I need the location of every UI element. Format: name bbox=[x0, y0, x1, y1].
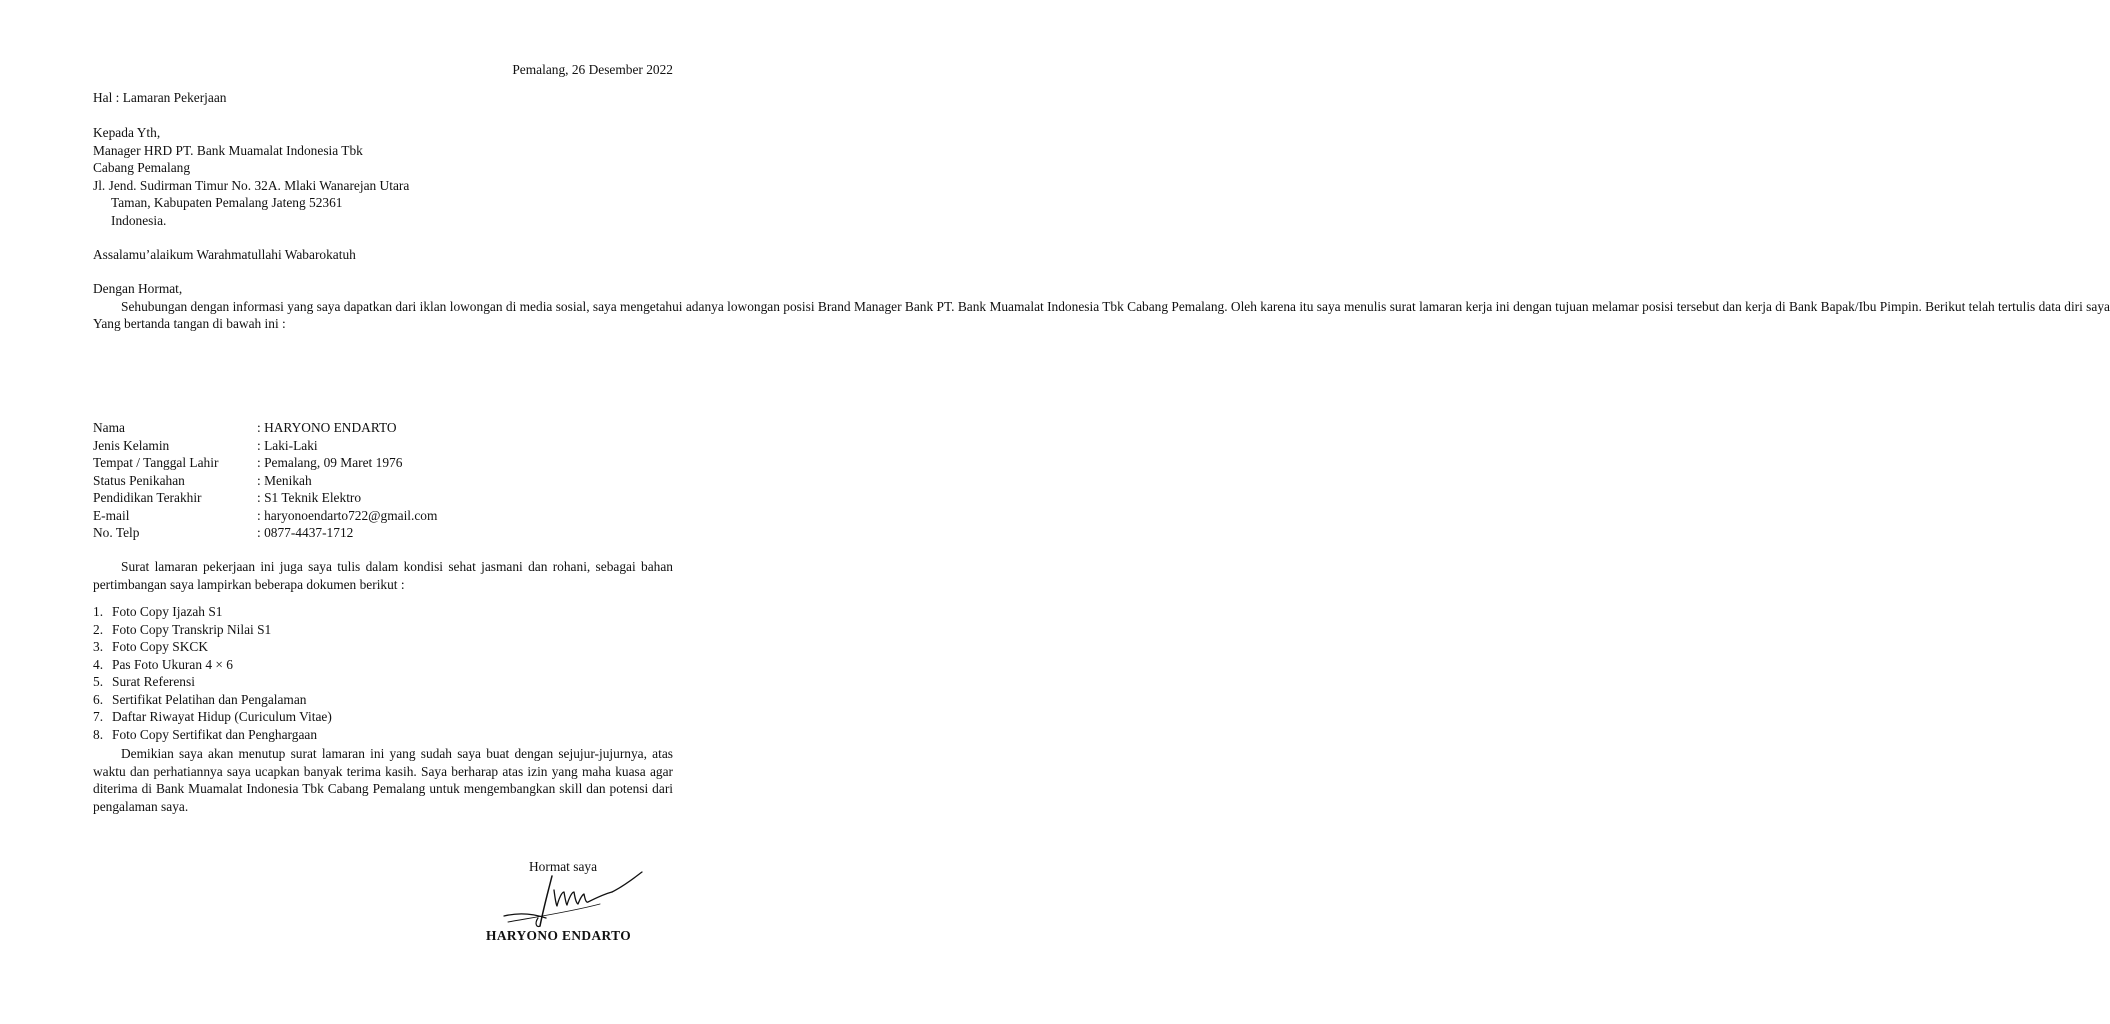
data-label: Pendidikan Terakhir bbox=[93, 490, 202, 505]
list-text: Pas Foto Ukuran 4 × 6 bbox=[112, 656, 233, 672]
body-intro bbox=[93, 280, 2110, 333]
data-label: Jenis Kelamin bbox=[93, 437, 170, 453]
list-item bbox=[93, 603, 673, 621]
list-text: Foto Copy Ijazah S1 bbox=[112, 604, 223, 619]
personal-data-table bbox=[93, 419, 673, 542]
list-number: 6. bbox=[93, 691, 104, 707]
data-label: Tempat / Tanggal Lahir bbox=[93, 455, 219, 470]
paragraph-closing: Demikian saya akan menutup surat lamaran ini yang sudah saya buat dengan sejujur-jujurnya, atas waktu dan perhatiannya saya ucapkan banyak terima kasih. Saya berharap atas izin yang maha kuasa agar diterima di Bank Muamalat Indonesia Tbk Cabang Pemalang untuk mengembangkan skill dan potensi dari pengalaman saya. bbox=[93, 746, 673, 814]
data-row bbox=[93, 437, 673, 455]
list-item bbox=[93, 726, 673, 744]
signature-image bbox=[500, 868, 660, 928]
data-row bbox=[93, 524, 673, 542]
list-item bbox=[93, 691, 673, 709]
data-value: : Pemalang, 09 Maret 1976 bbox=[257, 455, 403, 470]
letter-date: Pemalang, 26 Desember 2022 bbox=[512, 62, 673, 77]
list-text: Foto Copy Sertifikat dan Penghargaan bbox=[112, 726, 318, 742]
list-item bbox=[93, 673, 673, 691]
data-row bbox=[93, 472, 673, 490]
paragraph-intro: Sehubungan dengan informasi yang saya dapatkan dari iklan lowongan di media sosial, saya mengetahui adanya lowongan posisi Brand Manager Bank PT. Bank Muamalat Indonesia Tbk Cabang Pemalang. Oleh karena itu saya menulis surat lamaran kerja ini dengan tujuan melamar posisi tersebut dan kerja di Bank Bapak/Ibu Pimpin. Berikut telah tertulis data diri saya bbox=[121, 298, 2110, 314]
recipient-address bbox=[93, 124, 673, 229]
opening-line: Dengan Hormat, bbox=[93, 281, 183, 296]
list-number: 3. bbox=[93, 639, 104, 654]
list-text: Sertifikat Pelatihan dan Pengalaman bbox=[112, 691, 307, 707]
recipient-line: Taman, Kabupaten Pemalang Jateng 52361 bbox=[111, 195, 343, 210]
data-label: No. Telp bbox=[93, 525, 140, 540]
signer-name: HARYONO ENDARTO bbox=[486, 928, 632, 943]
recipient-line: Indonesia. bbox=[111, 212, 167, 228]
data-label: Status Penikahan bbox=[93, 472, 185, 488]
data-row bbox=[93, 419, 673, 437]
data-row bbox=[93, 489, 673, 507]
closing-greeting: Hormat saya bbox=[529, 859, 598, 874]
list-text: Surat Referensi bbox=[112, 674, 195, 689]
data-value: : Laki-Laki bbox=[257, 437, 318, 453]
data-label: Nama bbox=[93, 420, 125, 435]
data-value: : S1 Teknik Elektro bbox=[257, 490, 362, 505]
data-value: : 0877-4437-1712 bbox=[257, 525, 354, 540]
list-number: 1. bbox=[93, 604, 104, 619]
data-row bbox=[93, 454, 673, 472]
paragraph-attachments: Surat lamaran pekerjaan ini juga saya tulis dalam kondisi sehat jasmani dan rohani, sebagai bahan pertimbangan saya lampirkan beberapa dokumen berikut : bbox=[93, 559, 673, 592]
list-number: 5. bbox=[93, 674, 104, 689]
list-number: 2. bbox=[93, 621, 104, 637]
list-item bbox=[93, 621, 673, 639]
list-text: Foto Copy SKCK bbox=[112, 639, 208, 654]
recipient-line: Jl. Jend. Sudirman Timur No. 32A. Mlaki Wanarejan Utara bbox=[93, 177, 410, 193]
list-item bbox=[93, 656, 673, 674]
list-item bbox=[93, 708, 673, 726]
recipient-line: Manager HRD PT. Bank Muamalat Indonesia Tbk bbox=[93, 142, 363, 158]
list-number: 4. bbox=[93, 656, 104, 672]
data-value: : HARYONO ENDARTO bbox=[257, 420, 397, 435]
data-value: : Menikah bbox=[257, 472, 312, 488]
data-label: E-mail bbox=[93, 507, 130, 523]
list-text: Foto Copy Transkrip Nilai S1 bbox=[112, 621, 272, 637]
data-row bbox=[93, 507, 673, 525]
attachment-list bbox=[93, 603, 673, 743]
recipient-line: Kepada Yth, bbox=[93, 125, 161, 140]
list-item bbox=[93, 638, 673, 656]
greeting: Assalamu’alaikum Warahmatullahi Wabarokatuh bbox=[93, 247, 356, 262]
list-text: Daftar Riwayat Hidup (Curiculum Vitae) bbox=[112, 709, 332, 724]
letter-subject: Hal : Lamaran Pekerjaan bbox=[93, 90, 227, 105]
intro-data-line: Yang bertanda tangan di bawah ini : bbox=[93, 316, 286, 331]
list-number: 8. bbox=[93, 726, 104, 742]
recipient-line: Cabang Pemalang bbox=[93, 160, 191, 175]
data-value: : haryonoendarto722@gmail.com bbox=[257, 507, 438, 523]
list-number: 7. bbox=[93, 709, 104, 724]
